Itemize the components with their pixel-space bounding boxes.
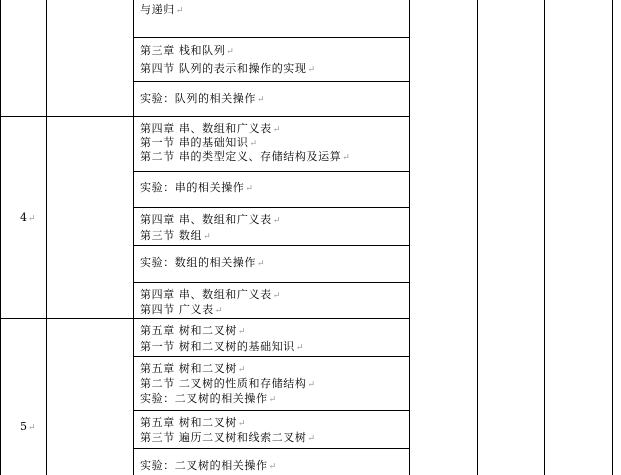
cell-text: 实验：串的相关操作↵ [140, 181, 254, 194]
table-cell [133, 171, 409, 207]
cell-text: 第一节 串的基础知识↵ [140, 136, 258, 149]
table-border-left [0, 0, 1, 475]
table-cell [133, 410, 409, 448]
table-cell [133, 0, 409, 37]
column-divider [409, 0, 410, 475]
cell-text: 第三节 数组↵ [140, 229, 212, 242]
table-cell [133, 356, 409, 410]
cell-text: 实验：数组的相关操作↵ [140, 256, 266, 269]
table-cell [133, 37, 409, 81]
table-border-right [612, 0, 613, 475]
table-cell [133, 318, 409, 356]
table-cell [133, 448, 409, 475]
cell-text: 第二节 串的类型定义、存储结构及运算↵ [140, 150, 351, 163]
week-number: 4↵ [20, 211, 36, 224]
cell-text: 实验：队列的相关操作↵ [140, 92, 266, 105]
column-divider [46, 0, 47, 475]
cell-text: 第四节 队列的表示和操作的实现↵ [140, 62, 316, 75]
cell-text: 第一节 树和二叉树的基础知识↵ [140, 340, 305, 353]
table-cell [133, 282, 409, 318]
table-cell [133, 207, 409, 245]
cell-text: 第四章 串、数组和广义表↵ [140, 288, 281, 301]
column-divider [477, 0, 478, 475]
table-cell [133, 245, 409, 282]
cell-text: 与递归↵ [140, 3, 184, 16]
cell-text: 第四章 串、数组和广义表↵ [140, 122, 281, 135]
column-divider [544, 0, 545, 475]
table-cell [133, 81, 409, 116]
cell-text: 第五章 树和二叉树↵ [140, 416, 247, 429]
cell-text: 第三章 栈和队列↵ [140, 44, 235, 57]
cell-text: 第四节 广义表↵ [140, 303, 223, 316]
cell-text: 第三节 遍历二叉树和线索二叉树↵ [140, 431, 316, 444]
cell-text: 第五章 树和二叉树↵ [140, 362, 247, 375]
cell-text: 第四章 串、数组和广义表↵ [140, 213, 281, 226]
cell-text: 第二节 二叉树的性质和存储结构↵ [140, 377, 316, 390]
cell-text: 实验：二叉树的相关操作↵ [140, 459, 277, 472]
week-number: 5↵ [20, 420, 36, 433]
cell-text: 第五章 树和二叉树↵ [140, 324, 247, 337]
cell-text: 实验：二叉树的相关操作↵ [140, 392, 277, 405]
table-cell [133, 116, 409, 171]
